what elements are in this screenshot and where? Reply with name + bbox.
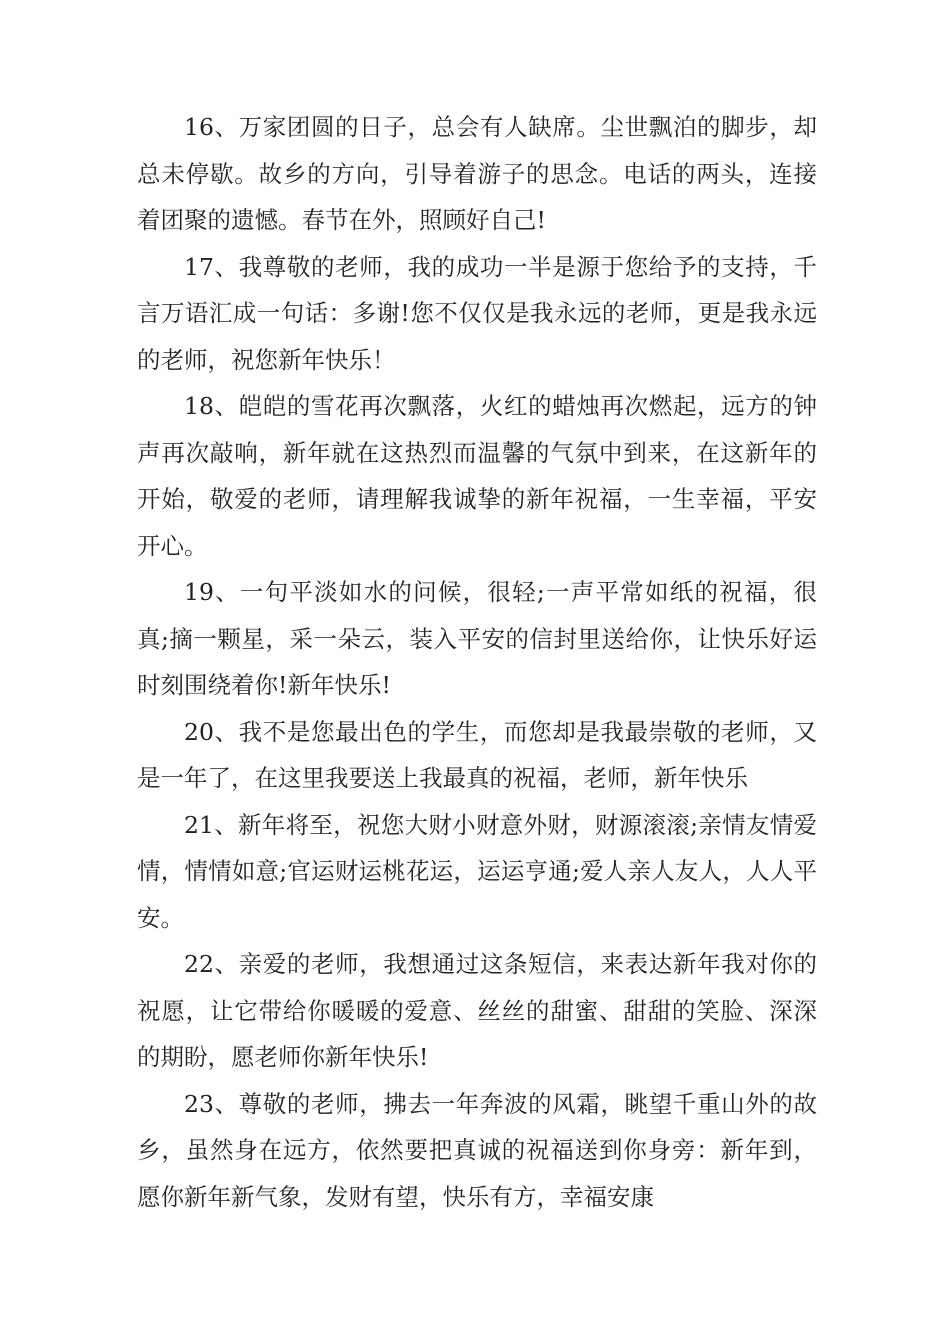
paragraph-21: 21、新年将至，祝您大财小财意外财，财源滚滚;亲情友情爱情，情情如意;官运财运桃花运，运运亨通;爱人亲人友人，人人平安。 bbox=[137, 810, 817, 932]
paragraph-19: 19、一句平淡如水的问候，很轻;一声平常如纸的祝福，很真;摘一颗星，采一朵云，装入平安的信封里送给你，让快乐好运时刻围绕着你!新年快乐! bbox=[137, 578, 817, 699]
paragraph-16: 16、万家团圆的日子，总会有人缺席。尘世飘泊的脚步，却总未停歇。故乡的方向，引导着游子的思念。电话的两头，连接着团聚的遗憾。春节在外，照顾好自己! bbox=[137, 113, 817, 234]
document-body bbox=[137, 104, 817, 1220]
paragraph-23: 23、尊敬的老师，拂去一年奔波的风霜，眺望千重山外的故乡，虽然身在远方，依然要把真诚的祝福送到你身旁：新年到，愿你新年新气象，发财有望，快乐有方，幸福安康 bbox=[137, 1089, 817, 1211]
paragraph-18: 18、皑皑的雪花再次飘落，火红的蜡烛再次燃起，远方的钟声再次敲响，新年就在这热烈而温馨的气氛中到来，在这新年的开始，敬爱的老师，请理解我诚挚的新年祝福，一生幸福，平安开心。 bbox=[137, 392, 817, 560]
paragraph-17: 17、我尊敬的老师，我的成功一半是源于您给予的支持，千言万语汇成一句话：多谢!您不仅仅是我永远的老师，更是我永远的老师，祝您新年快乐！ bbox=[137, 252, 817, 374]
paragraph-22: 22、亲爱的老师，我想通过这条短信，来表达新年我对你的祝愿，让它带给你暖暖的爱意、丝丝的甜蜜、甜甜的笑脸、深深的期盼，愿老师你新年快乐! bbox=[137, 950, 817, 1071]
paragraph-20: 20、我不是您最出色的学生，而您却是我最崇敬的老师，又是一年了，在这里我要送上我最真的祝福，老师，新年快乐 bbox=[137, 717, 817, 792]
